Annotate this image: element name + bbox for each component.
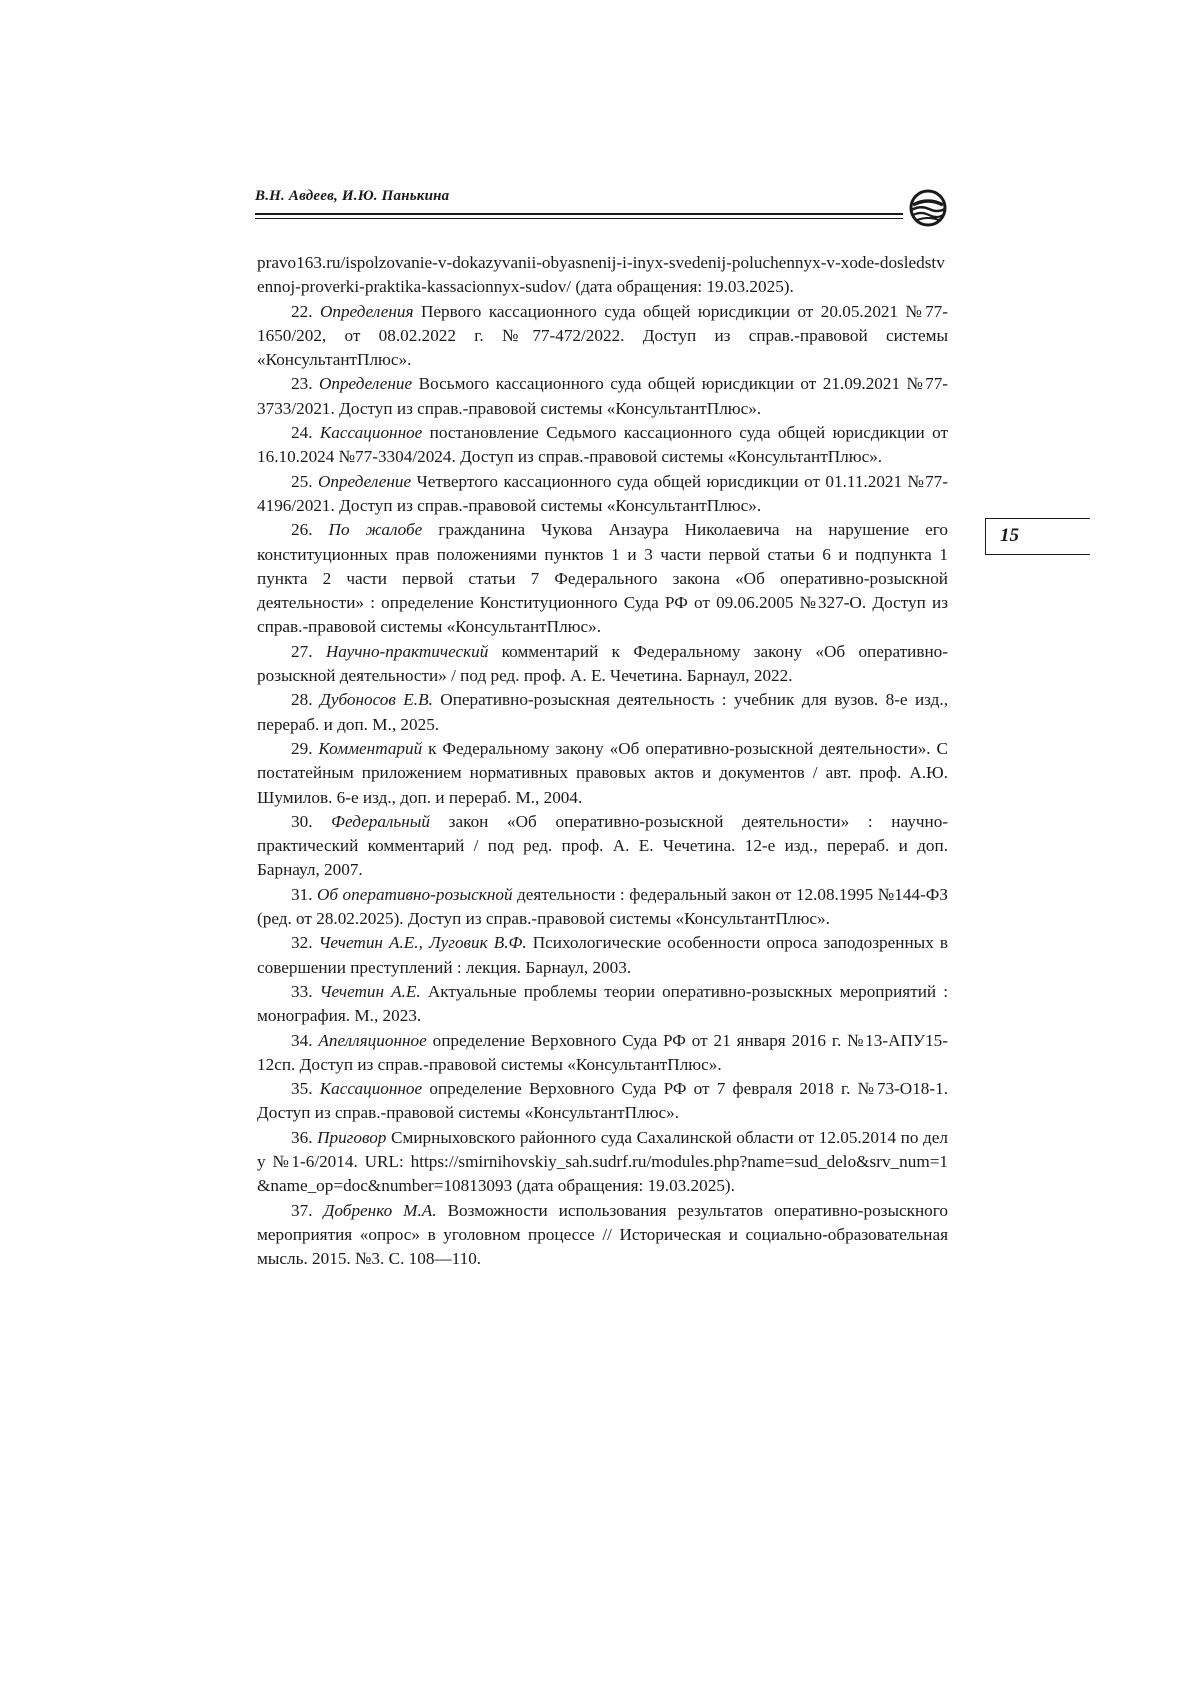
reference-number: 30. <box>291 811 313 831</box>
reference-entry <box>257 688 948 737</box>
reference-lead: Чечетин А.Е. <box>319 981 421 1001</box>
reference-lead: Определения <box>319 301 414 321</box>
reference-text: определение Верховного Суда РФ от 7 февраля 2018 г. №73-О18-1. Доступ из справ.-правовой системы «КонсультантПлюс». <box>257 1079 949 1123</box>
reference-number: 23. <box>291 374 313 394</box>
reference-text: к Федеральному закону «Об оперативно-розыскной деятельности». С постатейным приложением нормативных правовых актов и документов / авт. проф. А.Ю. Шумилов. 6-е изд., доп. и перераб. М., 2004. <box>257 738 948 807</box>
reference-entry <box>257 1077 948 1126</box>
reference-number: 32. <box>291 933 313 953</box>
header-rule <box>255 213 903 215</box>
reference-number: 25. <box>291 471 313 491</box>
reference-entry <box>257 1126 948 1199</box>
reference-entry <box>257 1199 948 1272</box>
reference-lead: Комментарий <box>318 738 423 758</box>
reference-text: Психологические особенности опроса заподозренных в совершении преступлений : лекция. Барнаул, 2003. <box>257 933 949 977</box>
reference-lead: Добренко М.А. <box>323 1200 437 1220</box>
reference-entries <box>257 300 948 1272</box>
reference-lead: Апелляционное <box>318 1030 427 1050</box>
reference-entry <box>257 1029 948 1078</box>
reference-entry <box>257 300 948 373</box>
reference-text: Первого кассационного суда общей юрисдикции от 20.05.2021 №77-1650/202, от 08.02.2022 г. №77-472/2022. Доступ из справ.-правовой системы «КонсультантПлюс». <box>257 301 948 370</box>
reference-number: 31. <box>291 884 313 904</box>
reference-entry <box>257 470 948 519</box>
reference-text: определение Верховного Суда РФ от 21 января 2016 г. №13-АПУ15-12сп. Доступ из справ.-правовой системы «КонсультантПлюс». <box>257 1030 948 1074</box>
reference-text: Оперативно-розыскная деятельность : учебник для вузов. 8-е изд., перераб. и доп. М., 2025. <box>257 690 948 734</box>
reference-entry <box>257 980 948 1029</box>
reference-lead: Чечетин А.Е., Луговик В.Ф. <box>318 933 527 953</box>
reference-text: деятельности : федеральный закон от 12.08.1995 №144-ФЗ (ред. от 28.02.2025). Доступ из справ.-правовой системы «КонсультантПлюс». <box>257 884 949 929</box>
page-number-box <box>985 518 1090 555</box>
reference-text: Смирныховского районного суда Сахалинской области от 12.05.2014 по делу №1-6/2014. URL: https://smirnihovskiy_sah.sudrf.ru/modules.php?name=sud_delo&srv_num=1&name_op=doc&number=10813093 (дата обращения: 19.03.2025). <box>257 1127 949 1196</box>
reference-number: 28. <box>291 690 313 710</box>
reference-number: 34. <box>291 1030 313 1050</box>
reference-number: 37. <box>291 1200 313 1220</box>
reference-number: 29. <box>291 738 313 758</box>
reference-lead: Кассационное <box>319 1079 423 1099</box>
reference-entry <box>257 810 948 883</box>
reference-entry <box>257 737 948 810</box>
reference-entry <box>257 640 948 689</box>
reference-entry <box>257 931 948 980</box>
reference-lead: Кассационное <box>319 423 423 443</box>
reference-text: Актуальные проблемы теории оперативно-розыскных мероприятий : монография. М., 2023. <box>257 981 949 1026</box>
reference-number: 26. <box>291 520 313 540</box>
reference-entry <box>257 883 948 932</box>
reference-entry <box>257 421 948 470</box>
reference-text: закон «Об оперативно-розыскной деятельности» : научно-практический комментарий / под ред. проф. А. Е. Чечетина. 12-е изд., перераб. и доп. Барнаул, 2007. <box>257 811 949 880</box>
reference-lead: Определение <box>318 374 413 394</box>
header-rule-thin <box>255 218 903 219</box>
reference-text: Возможности использования результатов оперативно-розыскного мероприятия «опрос» в уголовном процессе // Историческая и социально-образовательная мысль. 2015. №3. С. 108—110. <box>257 1200 948 1269</box>
reference-lead: Дубоносов Е.В. <box>319 690 433 710</box>
reference-lead: Об оперативно-розыскной <box>316 884 513 904</box>
reference-number: 33. <box>291 981 313 1001</box>
journal-logo-icon <box>905 188 951 228</box>
reference-continuation: pravo163.ru/ispolzovanie-v-dokazyvanii-obyasnenij-i-inyx-svedenij-poluchennyx-v-xode-dosledstvennoj-proverki-praktika-kassacionnyx-sudov/ (дата обращения: 19.03.2025). <box>257 253 945 297</box>
reference-entry <box>257 372 948 421</box>
reference-lead: Федеральный <box>331 811 430 831</box>
reference-number: 35. <box>291 1079 313 1099</box>
reference-number: 27. <box>291 641 313 661</box>
reference-text: комментарий к Федеральному закону «Об оперативно-розыскной деятельности» / под ред. проф. А. Е. Чечетина. Барнаул, 2022. <box>257 641 948 686</box>
reference-text: Четвертого кассационного суда общей юрисдикции от 01.11.2021 №77-4196/2021. Доступ из справ.-правовой системы «КонсультантПлюс». <box>257 471 949 515</box>
reference-text: гражданина Чукова Анзаура Николаевича на нарушение его конституционных прав положениями пунктов 1 и 3 части первой статьи 6 и подпункта 1 пункта 2 части первой статьи 7 Федерального закона «Об оперативно-розыскной деятельности» : определение Конституционного Суда РФ от 09.06.2005 №327-О. Доступ из справ.-правовой системы «КонсультантПлюс». <box>257 520 948 637</box>
reference-lead: Научно-практический <box>325 641 489 661</box>
page-number: 15 <box>1000 525 1019 546</box>
reference-entry <box>257 518 948 639</box>
reference-lead: По жалобе <box>328 520 423 540</box>
reference-list <box>257 251 948 1271</box>
reference-number: 24. <box>291 423 313 443</box>
header-authors: В.Н. Авдеев, И.Ю. Панькина <box>255 188 450 204</box>
reference-lead: Приговор <box>317 1127 387 1147</box>
running-header <box>255 188 945 228</box>
reference-number: 36. <box>291 1127 313 1147</box>
reference-text: постановление Седьмого кассационного суда общей юрисдикции от 16.10.2024 №77-3304/2024. Доступ из справ.-правовой системы «КонсультантПлюс». <box>257 423 948 467</box>
reference-text: Восьмого кассационного суда общей юрисдикции от 21.09.2021 №77-3733/2021. Доступ из справ.-правовой системы «КонсультантПлюс». <box>257 374 949 418</box>
reference-number: 22. <box>291 301 313 321</box>
reference-lead: Определение <box>317 471 412 491</box>
